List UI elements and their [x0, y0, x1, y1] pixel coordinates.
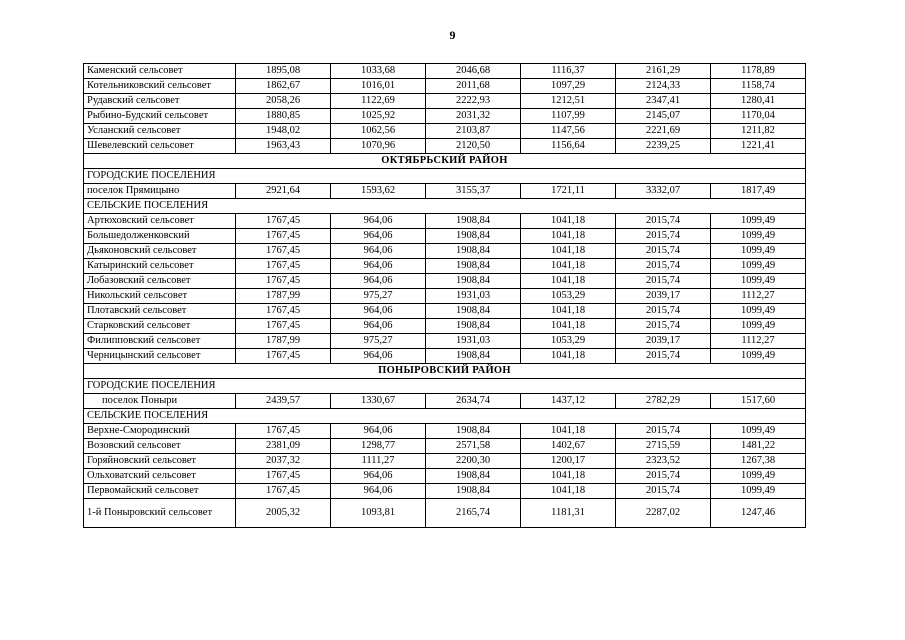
value-cell: 964,06 [331, 469, 426, 484]
value-cell: 1041,18 [521, 424, 616, 439]
value-cell: 1099,49 [711, 304, 806, 319]
settlement-name-cell: Возовский сельсовет [84, 439, 236, 454]
value-cell: 2439,57 [236, 394, 331, 409]
section-title: СЕЛЬСКИЕ ПОСЕЛЕНИЯ [84, 199, 806, 214]
section-header-row [84, 409, 806, 424]
value-cell: 1948,02 [236, 124, 331, 139]
value-cell: 2165,74 [426, 499, 521, 528]
value-cell: 1767,45 [236, 259, 331, 274]
value-cell: 1041,18 [521, 349, 616, 364]
settlement-name-cell: поселок Поныри [84, 394, 236, 409]
value-cell: 2039,17 [616, 289, 711, 304]
table-row [84, 259, 806, 274]
value-cell: 1041,18 [521, 304, 616, 319]
value-cell: 2571,58 [426, 439, 521, 454]
value-cell: 1767,45 [236, 304, 331, 319]
district-header-row [84, 154, 806, 169]
value-cell: 1107,99 [521, 109, 616, 124]
value-cell: 2715,59 [616, 439, 711, 454]
settlement-name-cell: Артюховский сельсовет [84, 214, 236, 229]
value-cell: 1099,49 [711, 274, 806, 289]
value-cell: 1908,84 [426, 244, 521, 259]
value-cell: 2015,74 [616, 319, 711, 334]
value-cell: 2058,26 [236, 94, 331, 109]
value-cell: 1041,18 [521, 319, 616, 334]
value-cell: 1767,45 [236, 229, 331, 244]
section-header-row [84, 379, 806, 394]
table-row [84, 304, 806, 319]
value-cell: 1908,84 [426, 469, 521, 484]
value-cell: 1099,49 [711, 349, 806, 364]
value-cell: 2015,74 [616, 304, 711, 319]
value-cell: 964,06 [331, 229, 426, 244]
value-cell: 1041,18 [521, 244, 616, 259]
value-cell: 1099,49 [711, 229, 806, 244]
value-cell: 1931,03 [426, 289, 521, 304]
settlement-name-cell: поселок Прямицыно [84, 184, 236, 199]
table-row [84, 64, 806, 79]
tariff-table [83, 63, 806, 528]
settlement-name-cell: Шевелевский сельсовет [84, 139, 236, 154]
section-header-row [84, 169, 806, 184]
value-cell: 2120,50 [426, 139, 521, 154]
value-cell: 2015,74 [616, 424, 711, 439]
value-cell: 1298,77 [331, 439, 426, 454]
value-cell: 1122,69 [331, 94, 426, 109]
page-number: 9 [449, 28, 456, 42]
value-cell: 964,06 [331, 319, 426, 334]
value-cell: 2015,74 [616, 259, 711, 274]
value-cell: 2239,25 [616, 139, 711, 154]
value-cell: 1767,45 [236, 244, 331, 259]
value-cell: 975,27 [331, 334, 426, 349]
value-cell: 1111,27 [331, 454, 426, 469]
value-cell: 1481,22 [711, 439, 806, 454]
value-cell: 975,27 [331, 289, 426, 304]
value-cell: 1817,49 [711, 184, 806, 199]
table-row [84, 94, 806, 109]
value-cell: 1099,49 [711, 214, 806, 229]
value-cell: 1158,74 [711, 79, 806, 94]
settlement-name-cell: Усланский сельсовет [84, 124, 236, 139]
value-cell: 1908,84 [426, 349, 521, 364]
value-cell: 1211,82 [711, 124, 806, 139]
value-cell: 1041,18 [521, 484, 616, 499]
settlement-name-cell: Катыринский сельсовет [84, 259, 236, 274]
value-cell: 1025,92 [331, 109, 426, 124]
value-cell: 1041,18 [521, 259, 616, 274]
table-row [84, 454, 806, 469]
district-title: ОКТЯБРЬСКИЙ РАЙОН [84, 154, 806, 169]
settlement-name-cell: Плотавский сельсовет [84, 304, 236, 319]
value-cell: 2222,93 [426, 94, 521, 109]
value-cell: 2145,07 [616, 109, 711, 124]
table-row [84, 319, 806, 334]
settlement-name-cell: Рыбино-Будский сельсовет [84, 109, 236, 124]
settlement-name-cell: Рудавский сельсовет [84, 94, 236, 109]
settlement-name-cell: Верхне-Смородинский [84, 424, 236, 439]
table-row [84, 289, 806, 304]
value-cell: 1170,04 [711, 109, 806, 124]
value-cell: 1437,12 [521, 394, 616, 409]
value-cell: 1908,84 [426, 304, 521, 319]
settlement-name-cell: Горяйновский сельсовет [84, 454, 236, 469]
value-cell: 1112,27 [711, 289, 806, 304]
value-cell: 1721,11 [521, 184, 616, 199]
settlement-name-cell: Никольский сельсовет [84, 289, 236, 304]
value-cell: 1908,84 [426, 274, 521, 289]
table-body [84, 64, 806, 528]
value-cell: 1033,68 [331, 64, 426, 79]
value-cell: 1016,01 [331, 79, 426, 94]
value-cell: 1181,31 [521, 499, 616, 528]
value-cell: 2015,74 [616, 469, 711, 484]
value-cell: 1895,08 [236, 64, 331, 79]
value-cell: 1908,84 [426, 214, 521, 229]
value-cell: 1099,49 [711, 244, 806, 259]
value-cell: 1070,96 [331, 139, 426, 154]
value-cell: 1767,45 [236, 274, 331, 289]
table-row [84, 469, 806, 484]
value-cell: 2103,87 [426, 124, 521, 139]
table-row [84, 109, 806, 124]
settlement-name-cell: Филипповский сельсовет [84, 334, 236, 349]
table-row [84, 349, 806, 364]
value-cell: 3332,07 [616, 184, 711, 199]
table-row [84, 439, 806, 454]
value-cell: 1931,03 [426, 334, 521, 349]
table-row [84, 274, 806, 289]
district-title: ПОНЫРОВСКИЙ РАЙОН [84, 364, 806, 379]
value-cell: 964,06 [331, 274, 426, 289]
value-cell: 2031,32 [426, 109, 521, 124]
section-title: ГОРОДСКИЕ ПОСЕЛЕНИЯ [84, 169, 806, 184]
value-cell: 2287,02 [616, 499, 711, 528]
value-cell: 1099,49 [711, 319, 806, 334]
value-cell: 2015,74 [616, 484, 711, 499]
settlement-name-cell: Старковский сельсовет [84, 319, 236, 334]
value-cell: 2634,74 [426, 394, 521, 409]
value-cell: 2347,41 [616, 94, 711, 109]
value-cell: 1053,29 [521, 289, 616, 304]
value-cell: 2015,74 [616, 274, 711, 289]
value-cell: 1099,49 [711, 424, 806, 439]
value-cell: 2221,69 [616, 124, 711, 139]
value-cell: 1767,45 [236, 319, 331, 334]
value-cell: 1908,84 [426, 259, 521, 274]
value-cell: 1147,56 [521, 124, 616, 139]
value-cell: 1767,45 [236, 349, 331, 364]
settlement-name-cell: Дьяконовский сельсовет [84, 244, 236, 259]
value-cell: 2015,74 [616, 244, 711, 259]
table-row [84, 214, 806, 229]
value-cell: 1787,99 [236, 334, 331, 349]
value-cell: 3155,37 [426, 184, 521, 199]
value-cell: 2200,30 [426, 454, 521, 469]
value-cell: 1221,41 [711, 139, 806, 154]
settlement-name-cell: Лобазовский сельсовет [84, 274, 236, 289]
value-cell: 2124,33 [616, 79, 711, 94]
table-row [84, 424, 806, 439]
settlement-name-cell: 1-й Поныровский сельсовет [84, 499, 236, 528]
value-cell: 1517,60 [711, 394, 806, 409]
value-cell: 2015,74 [616, 214, 711, 229]
value-cell: 1908,84 [426, 424, 521, 439]
value-cell: 1267,38 [711, 454, 806, 469]
value-cell: 1880,85 [236, 109, 331, 124]
value-cell: 1908,84 [426, 319, 521, 334]
value-cell: 2381,09 [236, 439, 331, 454]
value-cell: 1767,45 [236, 214, 331, 229]
table-row [84, 79, 806, 94]
value-cell: 2782,29 [616, 394, 711, 409]
value-cell: 964,06 [331, 304, 426, 319]
value-cell: 1862,67 [236, 79, 331, 94]
table-row [84, 229, 806, 244]
value-cell: 1767,45 [236, 469, 331, 484]
table-row [84, 184, 806, 199]
value-cell: 1787,99 [236, 289, 331, 304]
value-cell: 1593,62 [331, 184, 426, 199]
value-cell: 2039,17 [616, 334, 711, 349]
value-cell: 2015,74 [616, 229, 711, 244]
settlement-name-cell: Большедолженковский [84, 229, 236, 244]
value-cell: 1402,67 [521, 439, 616, 454]
value-cell: 1041,18 [521, 214, 616, 229]
value-cell: 1212,51 [521, 94, 616, 109]
table-row [84, 484, 806, 499]
value-cell: 964,06 [331, 484, 426, 499]
value-cell: 1116,37 [521, 64, 616, 79]
value-cell: 2046,68 [426, 64, 521, 79]
value-cell: 2037,32 [236, 454, 331, 469]
section-title: СЕЛЬСКИЕ ПОСЕЛЕНИЯ [84, 409, 806, 424]
value-cell: 1767,45 [236, 484, 331, 499]
table-row [84, 334, 806, 349]
value-cell: 1280,41 [711, 94, 806, 109]
value-cell: 1041,18 [521, 274, 616, 289]
value-cell: 1178,89 [711, 64, 806, 79]
value-cell: 1112,27 [711, 334, 806, 349]
value-cell: 2011,68 [426, 79, 521, 94]
table-row [84, 499, 806, 528]
value-cell: 2015,74 [616, 349, 711, 364]
table-row [84, 139, 806, 154]
table-row [84, 394, 806, 409]
value-cell: 1062,56 [331, 124, 426, 139]
value-cell: 1097,29 [521, 79, 616, 94]
settlement-name-cell: Котельниковский сельсовет [84, 79, 236, 94]
value-cell: 964,06 [331, 244, 426, 259]
value-cell: 2005,32 [236, 499, 331, 528]
value-cell: 1767,45 [236, 424, 331, 439]
value-cell: 1093,81 [331, 499, 426, 528]
value-cell: 964,06 [331, 214, 426, 229]
value-cell: 1963,43 [236, 139, 331, 154]
value-cell: 1908,84 [426, 229, 521, 244]
value-cell: 2161,29 [616, 64, 711, 79]
district-header-row [84, 364, 806, 379]
value-cell: 1200,17 [521, 454, 616, 469]
value-cell: 1099,49 [711, 469, 806, 484]
settlement-name-cell: Первомайский сельсовет [84, 484, 236, 499]
value-cell: 1041,18 [521, 229, 616, 244]
value-cell: 1247,46 [711, 499, 806, 528]
table-row [84, 124, 806, 139]
settlement-name-cell: Каменский сельсовет [84, 64, 236, 79]
table-row [84, 244, 806, 259]
section-title: ГОРОДСКИЕ ПОСЕЛЕНИЯ [84, 379, 806, 394]
value-cell: 1156,64 [521, 139, 616, 154]
value-cell: 1099,49 [711, 484, 806, 499]
value-cell: 1099,49 [711, 259, 806, 274]
value-cell: 1041,18 [521, 469, 616, 484]
value-cell: 2921,64 [236, 184, 331, 199]
value-cell: 964,06 [331, 259, 426, 274]
value-cell: 964,06 [331, 424, 426, 439]
value-cell: 1908,84 [426, 484, 521, 499]
settlement-name-cell: Черницынский сельсовет [84, 349, 236, 364]
value-cell: 964,06 [331, 349, 426, 364]
value-cell: 1053,29 [521, 334, 616, 349]
section-header-row [84, 199, 806, 214]
value-cell: 2323,52 [616, 454, 711, 469]
value-cell: 1330,67 [331, 394, 426, 409]
settlement-name-cell: Ольховатский сельсовет [84, 469, 236, 484]
